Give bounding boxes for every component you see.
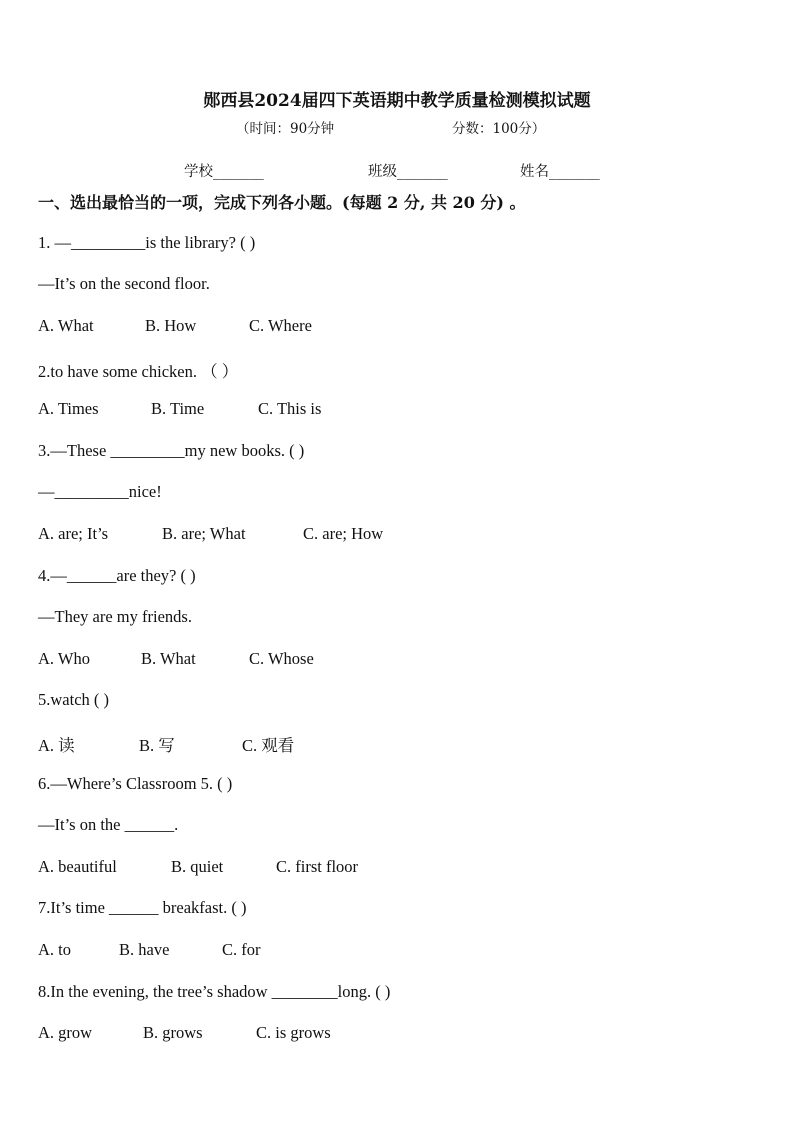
school-field: 学校_______ [184,164,264,180]
option-a: A. Times [38,399,99,418]
option-c: C. are; How [303,524,384,543]
student-info [0,160,794,180]
question-2-prompt: 2.to have some chicken. （ ） [38,362,239,381]
option-b: B. grows [143,1023,203,1042]
question-1-response: —It’s on the second floor. [38,274,210,293]
question-3-prompt: 3.—These _________my new books. ( ) [38,441,305,460]
exam-score: 分数：100分） [452,121,546,137]
option-c: C. This is [258,399,322,418]
option-b: B. quiet [171,857,224,876]
question-3-response: —_________nice! [38,482,162,501]
option-c: C. Where [249,316,312,335]
question-1-prompt: 1. —_________is the library? ( ) [38,233,256,252]
question-7-prompt: 7.It’s time ______ breakfast. ( ) [38,898,247,917]
option-c: C. first floor [276,857,359,876]
option-a: A. 读 [38,736,75,755]
option-c: C. 观看 [242,736,295,755]
exam-meta [0,117,794,137]
exam-time: （时间：90分钟 [236,121,335,137]
option-b: B. Time [151,399,205,418]
question-4-prompt: 4.—______are they? ( ) [38,566,196,585]
option-c: C. for [222,940,261,959]
section-heading: 一、选出最恰当的一项，完成下列各小题。(每题 2 分, 共 20 分) 。 [38,193,526,212]
option-b: B. 写 [139,736,175,755]
question-6-prompt: 6.—Where’s Classroom 5. ( ) [38,774,233,793]
option-b: B. are; What [162,524,246,543]
class-field: 班级_______ [368,164,448,180]
question-6-response: —It’s on the ______. [38,815,179,834]
option-a: A. are; It’s [38,524,109,543]
option-c: C. Whose [249,649,314,668]
option-a: A. What [38,316,94,335]
question-4-response: —They are my friends. [38,607,192,626]
name-field: 姓名_______ [520,164,600,180]
option-a: A. grow [38,1023,93,1042]
exam-title: 郧西县2024届四下英语期中教学质量检测模拟试题 [203,91,591,111]
question-8-prompt: 8.In the evening, the tree’s shadow ________long. ( ) [38,982,391,1001]
option-c: C. is grows [256,1023,331,1042]
option-b: B. have [119,940,170,959]
option-a: A. to [38,940,71,959]
option-b: B. What [141,649,196,668]
option-b: B. How [145,316,197,335]
option-a: A. beautiful [38,857,117,876]
option-a: A. Who [38,649,90,668]
question-5-prompt: 5.watch ( ) [38,690,110,709]
